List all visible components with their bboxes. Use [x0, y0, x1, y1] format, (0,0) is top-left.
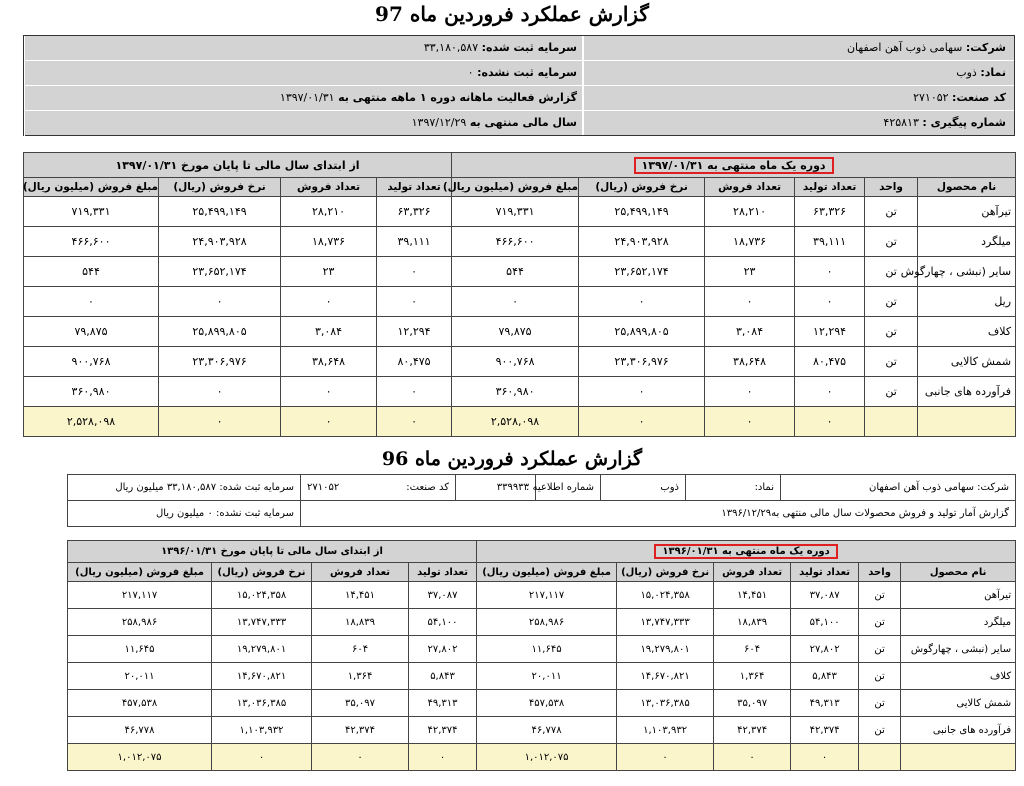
reg-capital-label: سرمایه ثبت شده:	[481, 41, 577, 54]
report-97-table	[23, 152, 1016, 437]
ytd-amount-cell: ۴۶۶,۶۰۰	[24, 227, 159, 257]
product-name: کلاف	[901, 663, 1016, 690]
product-name: میلگرد	[918, 227, 1016, 257]
reg-capital-value: ۳۳,۱۸۰,۵۸۷	[423, 41, 479, 54]
total-ytd-production: ۰	[377, 407, 452, 437]
rate-cell: ۱۵,۰۲۴,۳۵۸	[617, 582, 714, 609]
ytd-sales-cell: ۱۸,۷۳۶	[281, 227, 377, 257]
unreg-capital-value: ۰	[467, 66, 474, 79]
ytd-sales-cell: ۰	[281, 287, 377, 317]
ytd-rate-cell: ۲۵,۴۹۹,۱۴۹	[159, 197, 281, 227]
production-cell: ۸۰,۴۷۵	[795, 347, 865, 377]
tracking-label: شماره پیگیری :	[922, 116, 1006, 129]
report-96-header	[67, 474, 1016, 527]
ytd-rate-cell: ۲۳,۶۵۲,۱۷۴	[159, 257, 281, 287]
total-label-cell	[918, 407, 1016, 437]
production-cell: ۴۲,۳۷۴	[791, 717, 859, 744]
ytd-amount-cell: ۴۵۷,۵۳۸	[68, 690, 212, 717]
sales-cell: ۳۵,۰۹۷	[714, 690, 791, 717]
symbol-value: ذوب	[956, 66, 977, 79]
col-ytd-amount: مبلغ فروش (میلیون ریال)	[24, 178, 159, 197]
ytd-amount-cell: ۴۶,۷۷۸	[68, 717, 212, 744]
sales-cell: ۰	[705, 377, 795, 407]
ytd-production-cell: ۰	[377, 257, 452, 287]
unit-cell: تن	[859, 663, 901, 690]
col-production: تعداد تولید	[795, 178, 865, 197]
amount-cell: ۲۵۸,۹۸۶	[477, 609, 617, 636]
production-cell: ۱۲,۲۹۴	[795, 317, 865, 347]
reg-capital-value: ۳۳,۱۸۰,۵۸۷ میلیون ریال	[115, 482, 217, 493]
report-97-header	[23, 35, 1015, 136]
ytd-rate-cell: ۰	[159, 287, 281, 317]
unit-cell: تن	[865, 317, 918, 347]
product-name: سایر (نبشی ، چهارگوش	[918, 257, 1016, 287]
rate-cell: ۱۳,۰۳۶,۳۸۵	[617, 690, 714, 717]
ytd-rate-cell: ۰	[159, 377, 281, 407]
unit-cell: تن	[859, 609, 901, 636]
product-name: تیرآهن	[901, 582, 1016, 609]
production-cell: ۳۷,۰۸۷	[791, 582, 859, 609]
total-unit-cell	[859, 744, 901, 771]
table-row	[24, 377, 1016, 407]
total-ytd-rate: ۰	[212, 744, 312, 771]
symbol-cell	[585, 61, 1014, 86]
table-row	[68, 690, 1016, 717]
ytd-sales-cell: ۳۸,۶۴۸	[281, 347, 377, 377]
production-cell: ۲۷,۸۰۲	[791, 636, 859, 663]
col-ytd-production: تعداد تولید	[377, 178, 452, 197]
ytd-production-cell: ۳۹,۱۱۱	[377, 227, 452, 257]
industry-value: ۲۷۱۰۵۲	[307, 482, 340, 493]
sales-cell: ۱,۳۶۴	[714, 663, 791, 690]
product-name: فرآورده های جانبی	[901, 717, 1016, 744]
symbol-value: ذوب	[601, 475, 686, 501]
ytd-rate-cell: ۱۴,۶۷۰,۸۲۱	[212, 663, 312, 690]
group-header-row	[24, 153, 1016, 178]
col-sales: تعداد فروش	[705, 178, 795, 197]
rate-cell: ۲۵,۴۹۹,۱۴۹	[579, 197, 705, 227]
unit-cell: تن	[865, 347, 918, 377]
ytd-amount-cell: ۷۱۹,۳۳۱	[24, 197, 159, 227]
product-name: شمش کالایی	[901, 690, 1016, 717]
unreg-capital-cell	[24, 61, 585, 86]
ytd-production-cell: ۰	[377, 287, 452, 317]
symbol-label: نماد:	[980, 66, 1006, 79]
total-ytd-amount: ۱,۰۱۲,۰۷۵	[68, 744, 212, 771]
amount-cell: ۴۶۶,۶۰۰	[452, 227, 579, 257]
amount-cell: ۳۶۰,۹۸۰	[452, 377, 579, 407]
ytd-sales-cell: ۱۸,۸۳۹	[312, 609, 409, 636]
ytd-sales-cell: ۳,۰۸۴	[281, 317, 377, 347]
ytd-amount-cell: ۲۵۸,۹۸۶	[68, 609, 212, 636]
unit-cell: تن	[859, 690, 901, 717]
period-group-cell	[477, 541, 1016, 563]
col-ytd-sales: تعداد فروش	[281, 178, 377, 197]
amount-cell: ۰	[452, 287, 579, 317]
ytd-amount-cell: ۳۶۰,۹۸۰	[24, 377, 159, 407]
ytd-amount-cell: ۰	[24, 287, 159, 317]
col-unit: واحد	[859, 563, 901, 582]
total-amount: ۲,۵۲۸,۰۹۸	[452, 407, 579, 437]
company-cell	[585, 36, 1014, 61]
reg-capital-cell	[24, 36, 585, 61]
total-row	[68, 744, 1016, 771]
industry-label: کد صنعت:	[406, 482, 449, 493]
table-row	[24, 317, 1016, 347]
amount-cell: ۲۰,۰۱۱	[477, 663, 617, 690]
production-cell: ۶۳,۳۲۶	[795, 197, 865, 227]
product-name: سایر (نبشی ، چهارگوش	[901, 636, 1016, 663]
table-row	[24, 287, 1016, 317]
col-ytd-production: تعداد تولید	[409, 563, 477, 582]
activity-label: گزارش فعالیت ماهانه دوره ۱ ماهه منتهی به	[338, 91, 577, 104]
total-sales: ۰	[705, 407, 795, 437]
sales-cell: ۱۸,۸۳۹	[714, 609, 791, 636]
industry-cell	[585, 86, 1014, 111]
col-amount: مبلغ فروش (میلیون ریال)	[452, 178, 579, 197]
activity-date: ۱۳۹۷/۰۱/۳۱	[279, 91, 335, 104]
table-row	[68, 609, 1016, 636]
ytd-rate-cell: ۲۵,۸۹۹,۸۰۵	[159, 317, 281, 347]
ytd-production-cell: ۴۹,۳۱۳	[409, 690, 477, 717]
total-label-cell	[901, 744, 1016, 771]
total-rate: ۰	[579, 407, 705, 437]
total-row	[24, 407, 1016, 437]
production-cell: ۰	[795, 257, 865, 287]
total-unit-cell	[865, 407, 918, 437]
rate-cell: ۲۳,۶۵۲,۱۷۴	[579, 257, 705, 287]
ytd-amount-cell: ۲۱۷,۱۱۷	[68, 582, 212, 609]
ytd-production-cell: ۴۲,۳۷۴	[409, 717, 477, 744]
rate-cell: ۱۳,۷۴۷,۳۳۳	[617, 609, 714, 636]
column-header-row	[24, 178, 1016, 197]
total-ytd-sales: ۰	[281, 407, 377, 437]
amount-cell: ۴۵۷,۵۳۸	[477, 690, 617, 717]
ytd-production-cell: ۸۰,۴۷۵	[377, 347, 452, 377]
tracking-cell	[585, 111, 1014, 136]
ytd-group-cell: از ابتدای سال مالی تا پایان مورخ ۱۳۹۶/۰۱/۳۱	[68, 541, 477, 563]
total-ytd-rate: ۰	[159, 407, 281, 437]
total-ytd-amount: ۲,۵۲۸,۰۹۸	[24, 407, 159, 437]
col-sales: تعداد فروش	[714, 563, 791, 582]
unit-cell: تن	[859, 717, 901, 744]
table-row	[24, 197, 1016, 227]
amount-cell: ۲۱۷,۱۱۷	[477, 582, 617, 609]
report-description: گزارش آمار تولید و فروش محصولات سال مالی منتهی به۱۳۹۶/۱۲/۲۹	[301, 501, 1016, 527]
ytd-production-cell: ۲۷,۸۰۲	[409, 636, 477, 663]
ytd-rate-cell: ۲۴,۹۰۳,۹۲۸	[159, 227, 281, 257]
symbol-label: نماد:	[686, 475, 781, 501]
reg-capital-label: سرمایه ثبت شده:	[219, 482, 294, 493]
ytd-amount-cell: ۱۱,۶۴۵	[68, 636, 212, 663]
sales-cell: ۶۰۴	[714, 636, 791, 663]
ytd-production-cell: ۶۳,۳۲۶	[377, 197, 452, 227]
unreg-capital-label: سرمایه ثبت نشده:	[477, 66, 577, 79]
col-ytd-rate: نرخ فروش (ریال)	[159, 178, 281, 197]
period-label-highlight: دوره یک ماه منتهی به ۱۳۹۶/۰۱/۳۱	[654, 544, 837, 559]
col-unit: واحد	[865, 178, 918, 197]
product-name: کلاف	[918, 317, 1016, 347]
sales-cell: ۲۳	[705, 257, 795, 287]
group-header-row	[68, 541, 1016, 563]
ytd-production-cell: ۵,۸۴۳	[409, 663, 477, 690]
product-name: شمش کالایی	[918, 347, 1016, 377]
ytd-amount-cell: ۹۰۰,۷۶۸	[24, 347, 159, 377]
total-production: ۰	[795, 407, 865, 437]
fiscal-date: ۱۳۹۷/۱۲/۲۹	[411, 116, 467, 129]
ytd-amount-cell: ۵۴۴	[24, 257, 159, 287]
rate-cell: ۱۹,۲۷۹,۸۰۱	[617, 636, 714, 663]
total-ytd-production: ۰	[409, 744, 477, 771]
company-value: سهامی ذوب آهن اصفهان	[869, 482, 974, 493]
tracking-value: ۴۲۵۸۱۳	[883, 116, 919, 129]
rate-cell: ۲۳,۳۰۶,۹۷۶	[579, 347, 705, 377]
col-production: تعداد تولید	[791, 563, 859, 582]
col-ytd-amount: مبلغ فروش (میلیون ریال)	[68, 563, 212, 582]
ytd-sales-cell: ۳۵,۰۹۷	[312, 690, 409, 717]
ytd-rate-cell: ۱۵,۰۲۴,۳۵۸	[212, 582, 312, 609]
amount-cell: ۵۴۴	[452, 257, 579, 287]
sales-cell: ۳,۰۸۴	[705, 317, 795, 347]
period-group-cell	[452, 153, 1016, 178]
ytd-rate-cell: ۱۳,۷۴۷,۳۳۳	[212, 609, 312, 636]
product-name: میلگرد	[901, 609, 1016, 636]
industry-cell	[301, 475, 456, 501]
rate-cell: ۲۴,۹۰۳,۹۲۸	[579, 227, 705, 257]
ytd-production-cell: ۵۴,۱۰۰	[409, 609, 477, 636]
ytd-production-cell: ۱۲,۲۹۴	[377, 317, 452, 347]
sales-cell: ۱۴,۴۵۱	[714, 582, 791, 609]
col-rate: نرخ فروش (ریال)	[617, 563, 714, 582]
total-rate: ۰	[617, 744, 714, 771]
production-cell: ۳۹,۱۱۱	[795, 227, 865, 257]
ytd-sales-cell: ۶۰۴	[312, 636, 409, 663]
ytd-production-cell: ۳۷,۰۸۷	[409, 582, 477, 609]
column-header-row	[68, 563, 1016, 582]
sales-cell: ۴۲,۳۷۴	[714, 717, 791, 744]
table-row	[24, 227, 1016, 257]
rate-cell: ۲۵,۸۹۹,۸۰۵	[579, 317, 705, 347]
report-96-table	[67, 540, 1016, 771]
amount-cell: ۷۹,۸۷۵	[452, 317, 579, 347]
col-product: نام محصول	[918, 178, 1016, 197]
unit-cell: تن	[865, 227, 918, 257]
rate-cell: ۰	[579, 287, 705, 317]
ytd-rate-cell: ۱۳,۰۳۶,۳۸۵	[212, 690, 312, 717]
fiscal-label: سال مالی منتهی به	[469, 116, 577, 129]
notice-value: ۳۳۹۹۳۳	[456, 475, 536, 501]
industry-value: ۲۷۱۰۵۲	[913, 91, 949, 104]
report-96-title: گزارش عملکرد فروردین ماه 96	[381, 448, 643, 470]
table-row	[68, 717, 1016, 744]
rate-cell: ۱۴,۶۷۰,۸۲۱	[617, 663, 714, 690]
col-ytd-rate: نرخ فروش (ریال)	[212, 563, 312, 582]
col-ytd-sales: تعداد فروش	[312, 563, 409, 582]
product-name: فرآورده های جانبی	[918, 377, 1016, 407]
ytd-group-cell: از ابتدای سال مالی تا پایان مورخ ۱۳۹۷/۰۱/۳۱	[24, 153, 452, 178]
table-row	[24, 347, 1016, 377]
company-label: شرکت:	[977, 482, 1009, 493]
col-amount: مبلغ فروش (میلیون ریال)	[477, 563, 617, 582]
amount-cell: ۹۰۰,۷۶۸	[452, 347, 579, 377]
production-cell: ۰	[795, 377, 865, 407]
sales-cell: ۱۸,۷۳۶	[705, 227, 795, 257]
table-row	[68, 636, 1016, 663]
table-row	[24, 257, 1016, 287]
unreg-capital-cell	[68, 501, 301, 527]
rate-cell: ۰	[579, 377, 705, 407]
production-cell: ۰	[795, 287, 865, 317]
total-amount: ۱,۰۱۲,۰۷۵	[477, 744, 617, 771]
period-label-highlight: دوره یک ماه منتهی به ۱۳۹۷/۰۱/۳۱	[634, 157, 834, 174]
product-name: تیرآهن	[918, 197, 1016, 227]
ytd-sales-cell: ۲۸,۲۱۰	[281, 197, 377, 227]
unit-cell: تن	[865, 197, 918, 227]
ytd-sales-cell: ۴۲,۳۷۴	[312, 717, 409, 744]
production-cell: ۵,۸۴۳	[791, 663, 859, 690]
unit-cell: تن	[865, 287, 918, 317]
col-rate: نرخ فروش (ریال)	[579, 178, 705, 197]
product-name: ریل	[918, 287, 1016, 317]
production-cell: ۴۹,۳۱۳	[791, 690, 859, 717]
activity-cell	[24, 86, 585, 111]
sales-cell: ۳۸,۶۴۸	[705, 347, 795, 377]
ytd-sales-cell: ۱۴,۴۵۱	[312, 582, 409, 609]
rate-cell: ۱,۱۰۳,۹۳۲	[617, 717, 714, 744]
notice-label: شماره اطلاعیه :	[536, 475, 601, 501]
sales-cell: ۰	[705, 287, 795, 317]
ytd-rate-cell: ۲۳,۳۰۶,۹۷۶	[159, 347, 281, 377]
ytd-sales-cell: ۲۳	[281, 257, 377, 287]
ytd-amount-cell: ۷۹,۸۷۵	[24, 317, 159, 347]
table-row	[68, 582, 1016, 609]
total-sales: ۰	[714, 744, 791, 771]
unit-cell: تن	[859, 636, 901, 663]
ytd-sales-cell: ۱,۳۶۴	[312, 663, 409, 690]
amount-cell: ۷۱۹,۳۳۱	[452, 197, 579, 227]
total-ytd-sales: ۰	[312, 744, 409, 771]
unreg-capital-label: سرمایه ثبت نشده:	[216, 508, 294, 519]
production-cell: ۵۴,۱۰۰	[791, 609, 859, 636]
table-row	[68, 663, 1016, 690]
reg-capital-cell	[68, 475, 301, 501]
ytd-rate-cell: ۱,۱۰۳,۹۳۲	[212, 717, 312, 744]
ytd-production-cell: ۰	[377, 377, 452, 407]
amount-cell: ۴۶,۷۷۸	[477, 717, 617, 744]
unreg-capital-value: ۰ میلیون ریال	[155, 508, 213, 519]
amount-cell: ۱۱,۶۴۵	[477, 636, 617, 663]
company-value: سهامی ذوب آهن اصفهان	[846, 41, 963, 54]
unit-cell: تن	[865, 377, 918, 407]
company-label: شرکت:	[965, 41, 1006, 54]
unit-cell: تن	[865, 257, 918, 287]
report-97-title: گزارش عملکرد فروردین ماه 97	[375, 2, 649, 26]
industry-label: کد صنعت:	[952, 91, 1006, 104]
unit-cell: تن	[859, 582, 901, 609]
ytd-amount-cell: ۲۰,۰۱۱	[68, 663, 212, 690]
total-production: ۰	[791, 744, 859, 771]
company-cell	[781, 475, 1016, 501]
ytd-sales-cell: ۰	[281, 377, 377, 407]
fiscal-cell	[24, 111, 585, 136]
ytd-rate-cell: ۱۹,۲۷۹,۸۰۱	[212, 636, 312, 663]
sales-cell: ۲۸,۲۱۰	[705, 197, 795, 227]
col-product: نام محصول	[901, 563, 1016, 582]
